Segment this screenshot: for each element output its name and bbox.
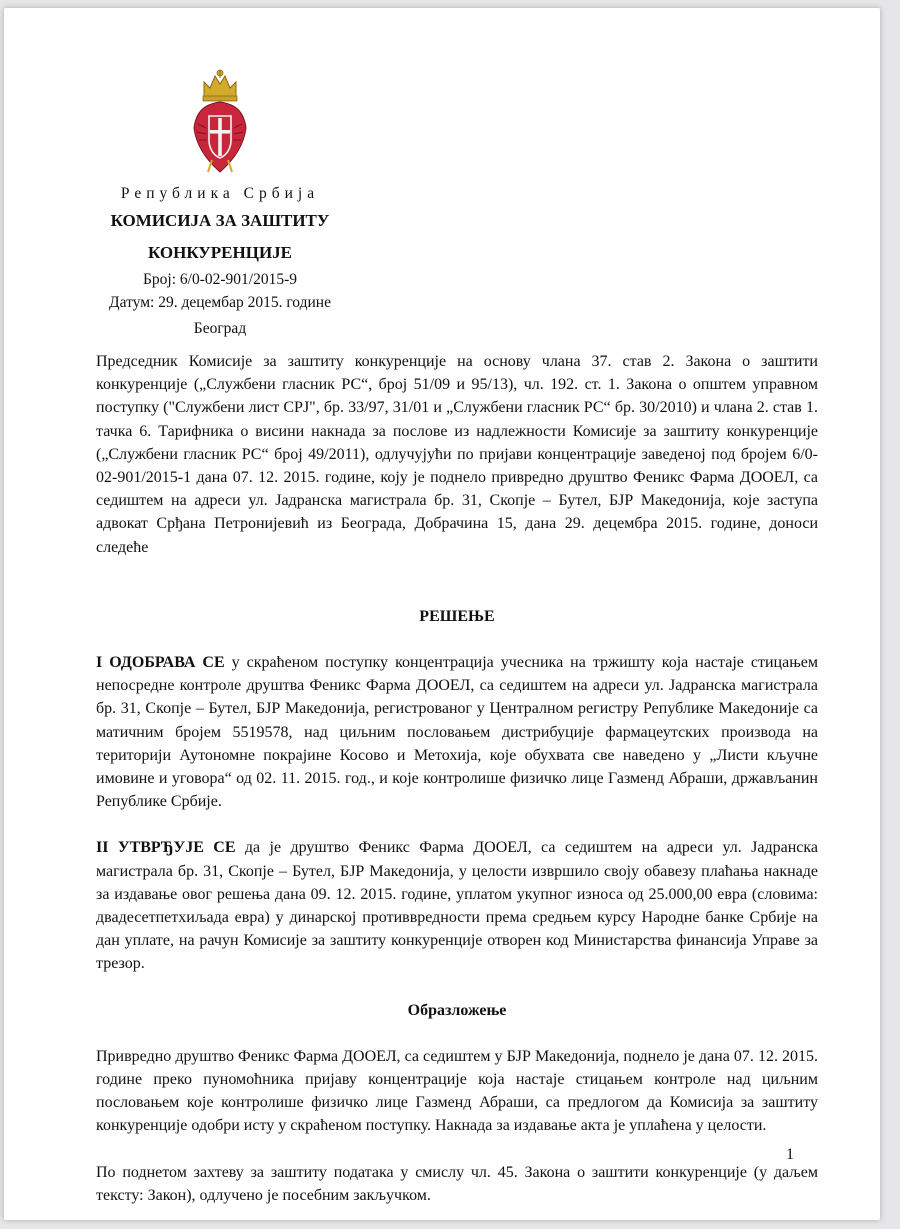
decision-heading: РЕШЕЊЕ	[419, 607, 495, 625]
reasoning-paragraph-1: Привредно друштво Феникс Фарма ДООЕЛ, са седиштем у БЈР Македонија, поднело је дана 07. 12. 2015. године преко пуномоћника пријаву концентрације која настаје стицањем контроле над циљним пословањем које контролише физичко лице Газменд Абраши, са предлогом да Комисија за заштиту конкуренције одобри исту у скраћеном поступку. Накнада за издавање акта је уплаћена у целости.	[96, 1047, 818, 1135]
decision-item-1	[96, 651, 818, 813]
document-number: Број: 6/0-02-901/2015-9	[143, 271, 297, 288]
decision-item-1-text: у скраћеном поступку концентрација учесника на тржишту која настаје стицањем непосредне контроле друштва Феникс Фарма ДООЕЛ, са седиштем на адреси ул. Јадранска магистрала бр. 31, Скопје – Бутел, БЈР Македонија, регистрованог у Централном регистру Републике Македоније са матичним бројем 5519578, над циљним пословањем дистрибуције фармацеутских производа на територији Аутономне покрајине Косово и Метохија, које обухвата све наведено у „Листи кључне имовине и уговора“ од 02. 11. 2015. год., и које контролише физичко лице Газменд Абраши, држављанин Републике Србије.	[96, 654, 818, 811]
reasoning-heading: Образложење	[407, 1001, 507, 1019]
decision-item-2-text: да је друштво Феникс Фарма ДООЕЛ, са седиштем на адреси ул. Јадранска магистрала бр. 31, Скопје – Бутел, БЈР Македонија, у целости извршило своју обавезу плаћања накнаде за издавање овог решења дана 09. 12. 2015. године, уплатом укупног износа од 25.000,00 евра (словима: двадесетпетхиљада евра) у динарској противвредности према средњем курсу Народне банке Србије на дан уплате, на рачун Комисије за заштиту конкуренције отворен код Министарства финансија Управе за трезор.	[96, 839, 819, 973]
institution-name-line1: КОМИСИЈА ЗА ЗАШТИТУ	[110, 211, 330, 230]
page-number: 1	[786, 1146, 794, 1163]
letterhead	[90, 68, 350, 340]
decision-item-1-label: I ОДОБРАВА СЕ	[96, 654, 225, 672]
reasoning-paragraph-2: По поднетом захтеву за заштиту података у смислу чл. 45. Закона о заштити конкуренције (у даљем тексту: Закон), одлучено је посебним закључком.	[96, 1163, 818, 1204]
decision-item-2	[96, 836, 818, 975]
institution-name-line2: КОНКУРЕНЦИЈЕ	[147, 243, 293, 262]
decision-item-2-label: II УТВРЂУЈЕ СЕ	[96, 839, 236, 857]
document-date: Датум: 29. децембар 2015. године	[109, 294, 331, 311]
republic-name: Република Србија	[120, 185, 320, 202]
document-city: Београд	[193, 320, 247, 337]
document-body	[96, 350, 818, 1207]
intro-paragraph: Председник Комисије за заштиту конкуренције на основу члана 37. став 2. Закона о заштити конкуренције („Службени гласник РС“, број 51/09 и 95/13), чл. 192. ст. 1. Закона о општем управном поступку ("Службени лист СРЈ", бр. 33/97, 31/01 и „Службени гласник РС“ бр. 30/2010) и члана 2. став 1. тачка 6. Тарифника о висини накнада за послове из надлежности Комисије за заштиту конкуренције („Службени гласник РС“ број 49/2011), одлучујући по пријави концентрације заведеној под бројем 6/0-02-901/2015-1 дана 07. 12. 2015. године, коју је поднело привредно друштво Феникс Фарма ДООЕЛ, са седиштем на адреси ул. Јадранска магистрала бр. 31, Скопје – Бутел, БЈР Македонија, које заступа адвокат Срђана Петронијевић из Београда, Добрачина 15, дана 29. децембра 2015. године, доноси следеће	[96, 353, 818, 556]
document-page	[4, 8, 880, 1220]
serbian-coat-of-arms-icon	[190, 68, 250, 176]
